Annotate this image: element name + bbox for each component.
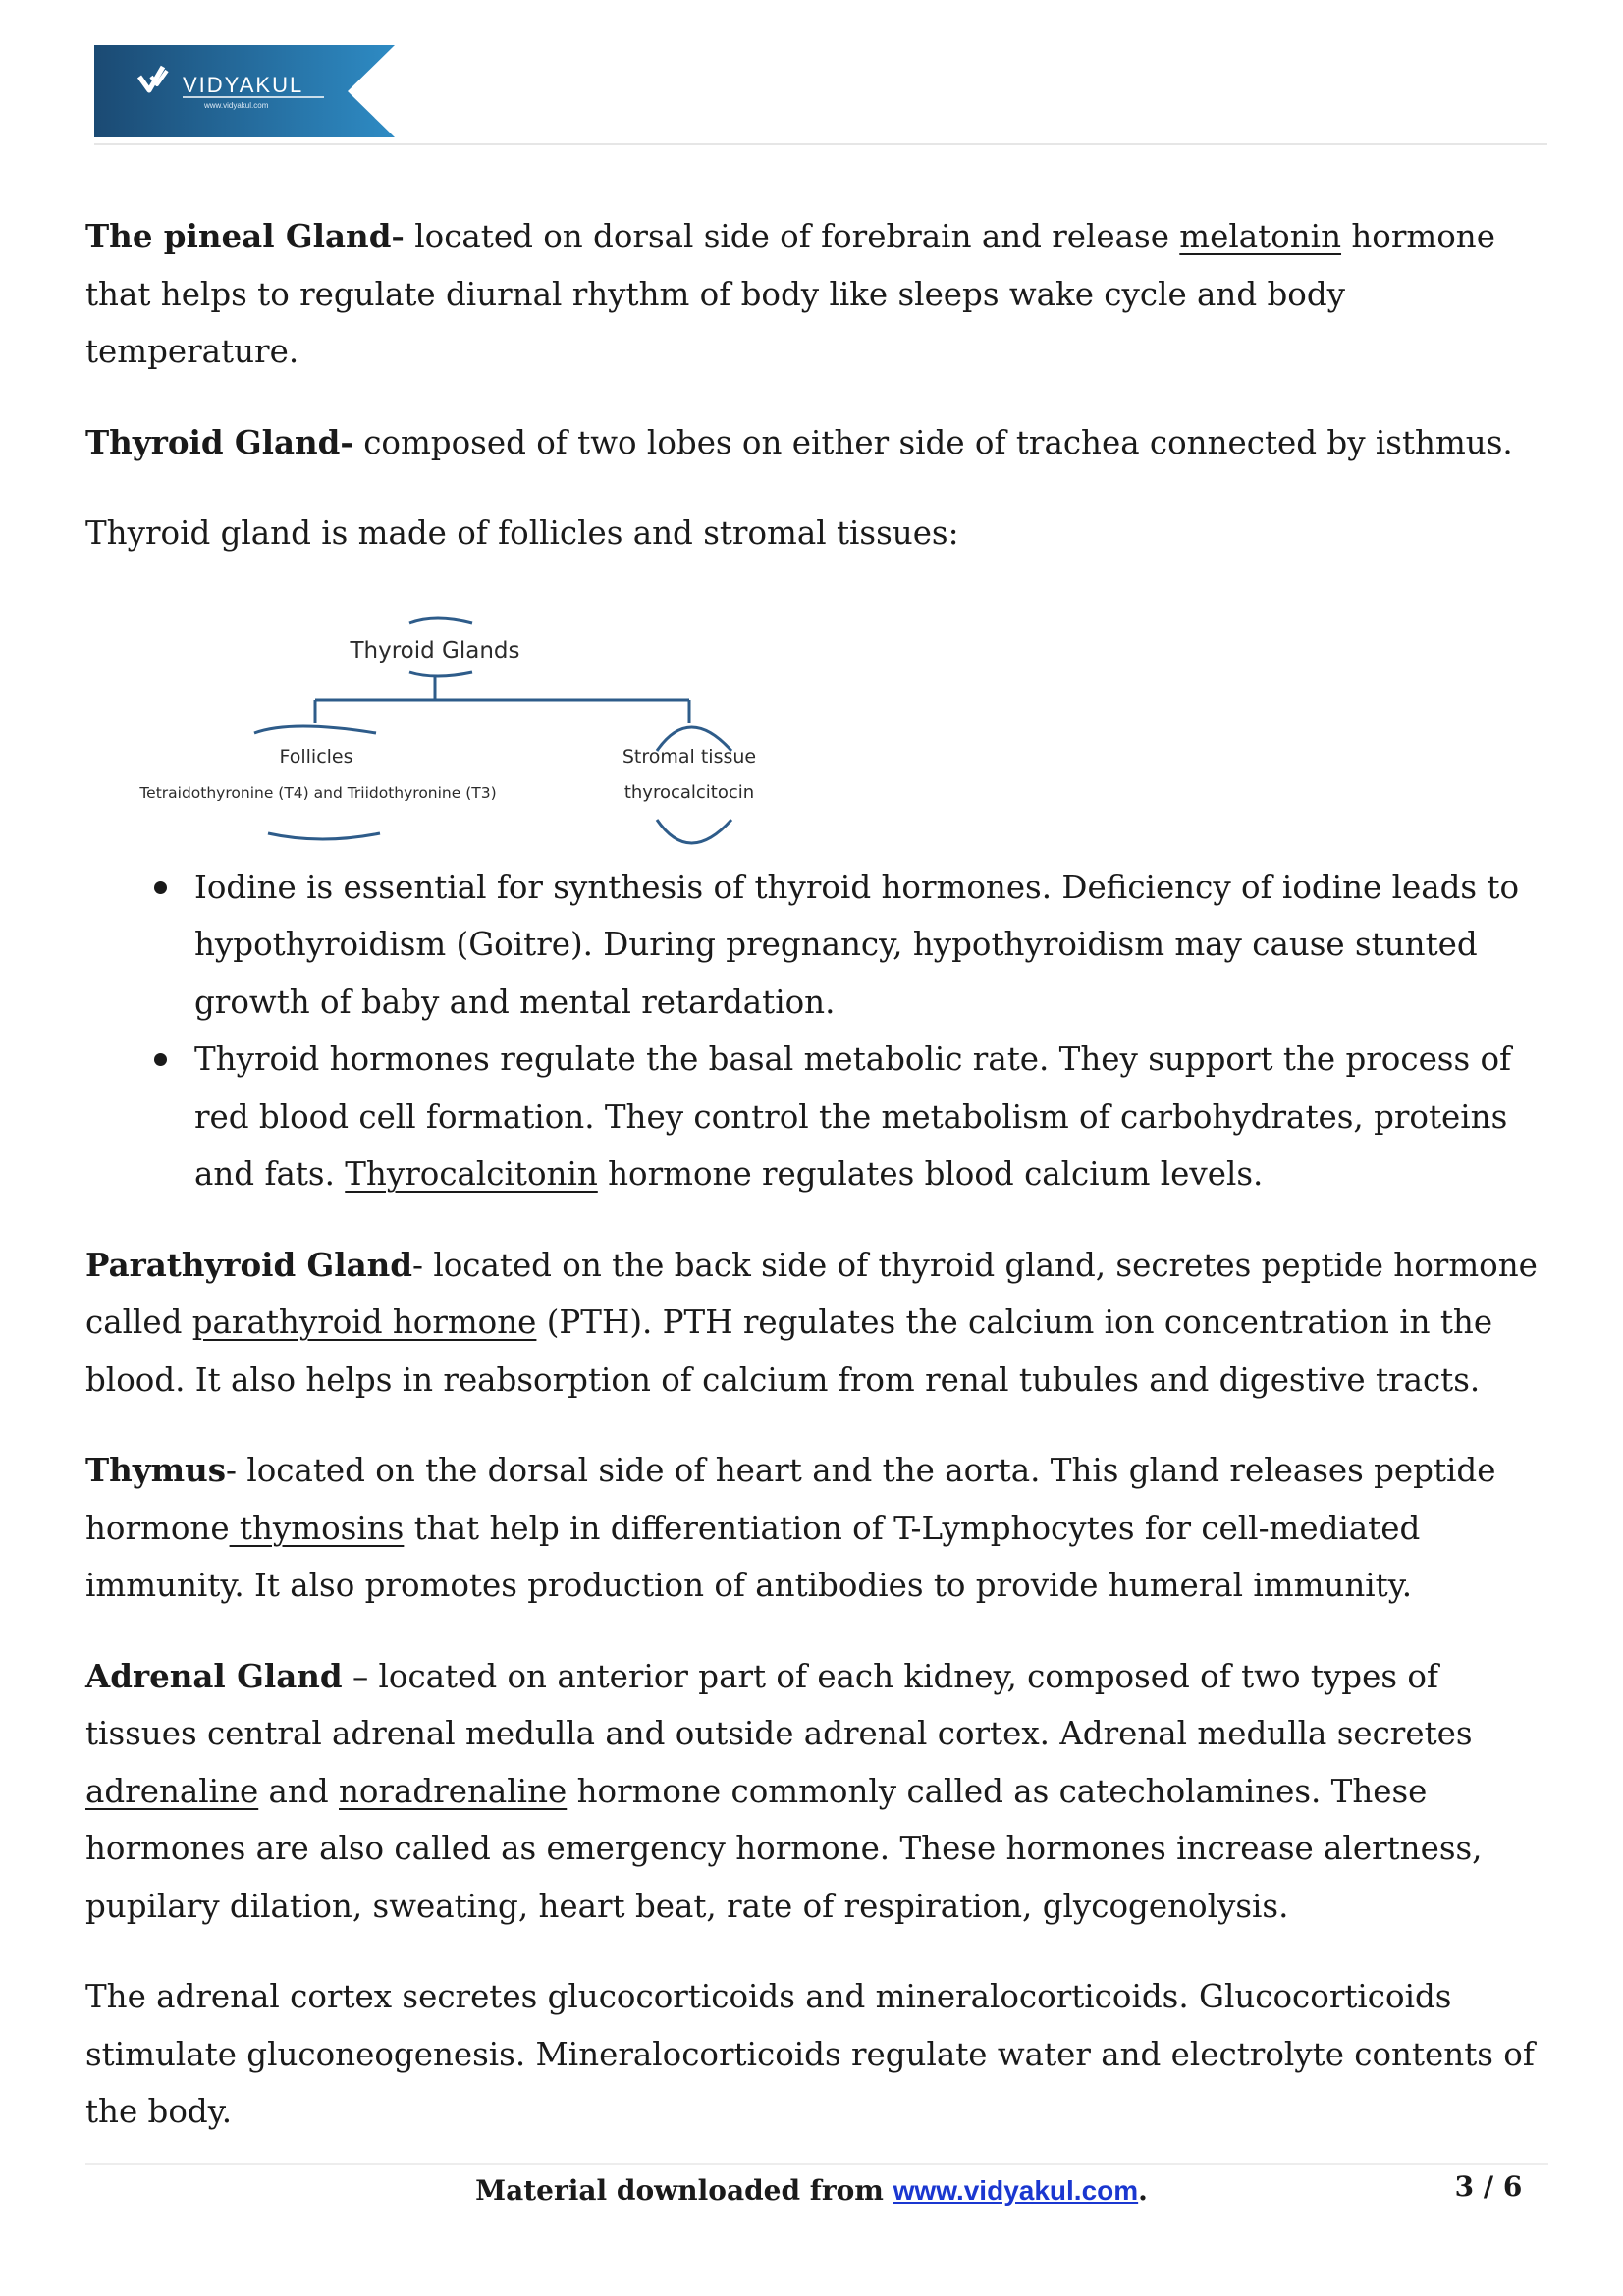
- noradrenaline-link[interactable]: noradrenaline: [339, 1772, 568, 1810]
- thyroid-intro: Thyroid gland is made of follicles and stromal tissues:: [85, 514, 959, 552]
- thyroid-diagram: [85, 576, 1548, 853]
- list-item: Iodine is essential for synthesis of thyroid hormones. Deficiency of iodine leads to hypothyroidism (Goitre). During pregnancy, hypothyroidism may cause stunted growth of baby and mental retardation.: [194, 859, 1548, 1032]
- adrenaline-link[interactable]: adrenaline: [85, 1772, 259, 1810]
- footer-link[interactable]: www.vidyakul.com: [893, 2175, 1139, 2206]
- footer: Material downloaded from www.vidyakul.com.: [475, 2174, 1148, 2207]
- thyroid-title: Thyroid Gland-: [85, 422, 353, 461]
- logo-url-text: www.vidyakul.com: [204, 101, 269, 110]
- adrenal-cortex-paragraph: The adrenal cortex secretes glucocorticoids and mineralocorticoids. Glucocorticoids stimulate gluconeogenesis. Mineralocorticoids regulate water and electrolyte contents of the body.: [85, 1978, 1535, 2130]
- diagram-stromal-label: Stromal tissue: [622, 745, 757, 768]
- parathyroid-paragraph: Parathyroid Gland- located on the back side of thyroid gland, secretes peptide hormone called parathyroid hormone (PTH). PTH regulates the calcium ion concentration in the blood. It also helps in reabsorption of calcium from renal tubules and digestive tracts.: [85, 1245, 1538, 1399]
- vidyakul-logo[interactable]: [94, 45, 395, 137]
- list-item: Thyroid hormones regulate the basal metabolic rate. They support the process of red blood cell formation. They control the metabolism of carbohydrates, proteins and fats. Thyrocalcitonin hormone regulates blood calcium levels.: [194, 1031, 1548, 1203]
- pineal-paragraph: The pineal Gland- located on dorsal side of forebrain and release melatonin hormone that helps to regulate diurnal rhythm of body like sleeps wake cycle and body temperature.: [85, 217, 1495, 370]
- adrenal-title: Adrenal Gland: [85, 1656, 343, 1695]
- page-number: 3 / 6: [1454, 2170, 1523, 2203]
- bullet-icon: [154, 881, 167, 894]
- page-content: [85, 208, 1548, 2141]
- parathyroid-hormone-link[interactable]: parathyroid hormone: [191, 1304, 537, 1341]
- footer-divider: [85, 2163, 1548, 2165]
- thyroid-paragraph: Thyroid Gland- composed of two lobes on either side of trachea connected by isthmus.: [85, 422, 1513, 461]
- diagram-follicles-sub: Tetraidothyronine (T4) and Triidothyronine (T3): [139, 783, 497, 802]
- logo-text: VIDYAKUL: [183, 73, 304, 97]
- adrenal-paragraph: Adrenal Gland – located on anterior part of each kidney, composed of two types of tissues central adrenal medulla and outside adrenal cortex. Adrenal medulla secretes adrenaline and noradrenaline hormone commonly called as catecholamines. These hormones are also called as emergency hormone. These hormones increase alertness, pupilary dilation, sweating, heart beat, rate of respiration, glycogenolysis.: [85, 1656, 1483, 1925]
- diagram-stromal-sub: thyrocalcitocin: [623, 781, 755, 803]
- thymosins-link[interactable]: thymosins: [229, 1509, 405, 1547]
- parathyroid-title: Parathyroid Gland: [85, 1245, 413, 1284]
- diagram-follicles-label: Follicles: [279, 745, 353, 768]
- pineal-title: The pineal Gland-: [85, 217, 405, 255]
- diagram-root-label: Thyroid Glands: [350, 637, 520, 664]
- melatonin-link[interactable]: melatonin: [1179, 218, 1342, 255]
- thymus-paragraph: Thymus- located on the dorsal side of heart and the aorta. This gland releases peptide hormone thymosins that help in differentiation of T-Lymphocytes for cell-mediated immunity. It also promotes production of antibodies to provide humeral immunity.: [85, 1451, 1496, 1604]
- bullet-icon: [154, 1053, 167, 1066]
- thyroid-diagram-svg: [85, 576, 792, 853]
- thymus-title: Thymus: [85, 1451, 227, 1489]
- header-divider: [94, 143, 1547, 145]
- thyroid-bullet-list: [85, 859, 1548, 1203]
- thyrocalcitonin-link[interactable]: Thyrocalcitonin: [345, 1155, 598, 1193]
